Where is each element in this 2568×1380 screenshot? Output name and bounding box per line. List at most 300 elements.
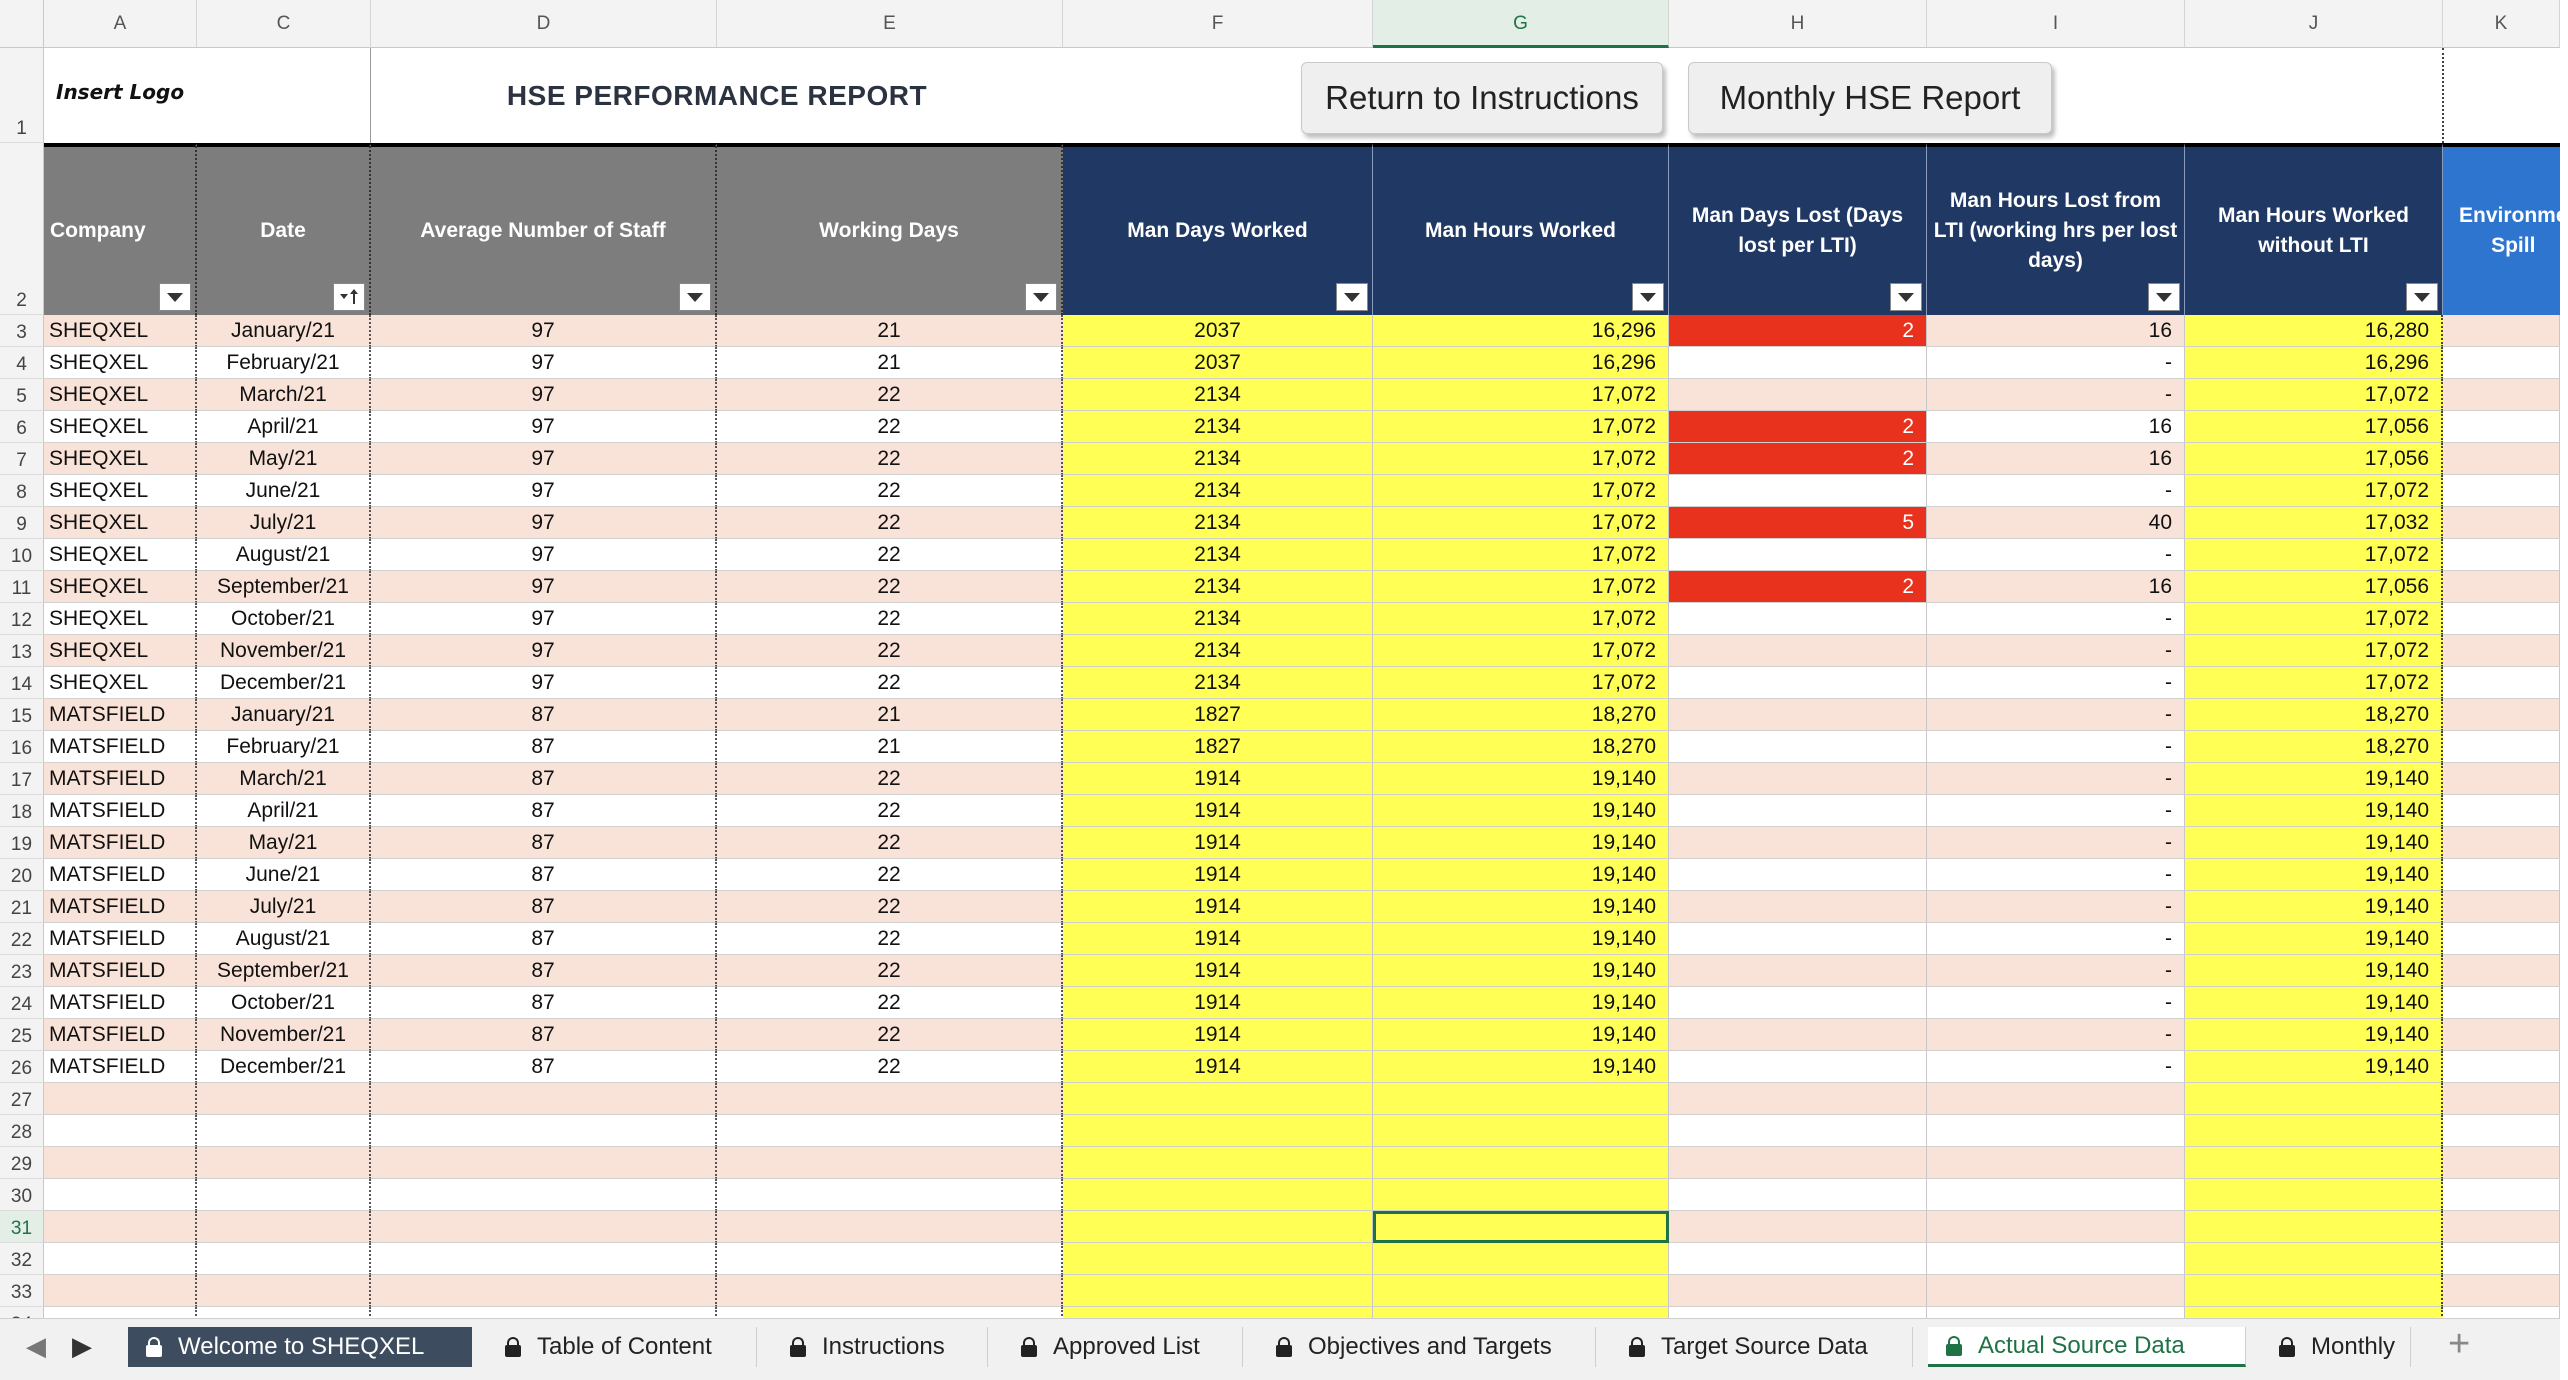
table-cell[interactable]: July/21 — [197, 891, 371, 923]
sheet-tab[interactable] — [1928, 1327, 2246, 1367]
table-cell[interactable]: 19,140 — [2185, 795, 2443, 827]
row-header[interactable]: 4 — [0, 347, 44, 379]
table-cell[interactable]: March/21 — [197, 379, 371, 411]
table-cell[interactable]: 97 — [371, 315, 717, 347]
table-cell[interactable]: April/21 — [197, 795, 371, 827]
table-cell[interactable]: 17,072 — [1373, 571, 1669, 603]
filter-dropdown-icon[interactable] — [1890, 283, 1922, 311]
table-cell[interactable] — [1063, 1275, 1373, 1307]
table-cell[interactable]: SHEQXEL — [44, 667, 197, 699]
table-cell[interactable]: 19,140 — [2185, 955, 2443, 987]
table-cell[interactable] — [44, 1211, 197, 1243]
table-cell[interactable]: 22 — [717, 635, 1063, 667]
row-header[interactable]: 22 — [0, 923, 44, 955]
table-cell[interactable] — [2443, 635, 2560, 667]
table-cell[interactable]: 97 — [371, 635, 717, 667]
column-header-c[interactable]: C — [197, 0, 371, 48]
table-cell[interactable] — [1927, 1211, 2185, 1243]
table-cell[interactable]: November/21 — [197, 1019, 371, 1051]
table-cell[interactable]: 17,072 — [2185, 603, 2443, 635]
table-cell[interactable]: 22 — [717, 507, 1063, 539]
table-cell[interactable]: SHEQXEL — [44, 603, 197, 635]
table-cell[interactable] — [717, 1147, 1063, 1179]
table-cell[interactable] — [1669, 987, 1927, 1019]
table-cell[interactable]: January/21 — [197, 699, 371, 731]
table-cell[interactable]: 19,140 — [2185, 923, 2443, 955]
table-cell[interactable] — [2443, 1115, 2560, 1147]
table-cell[interactable]: 22 — [717, 827, 1063, 859]
table-cell[interactable]: 19,140 — [2185, 891, 2443, 923]
table-cell[interactable]: 16 — [1927, 443, 2185, 475]
table-cell[interactable]: 2134 — [1063, 379, 1373, 411]
table-cell[interactable]: 17,072 — [1373, 635, 1669, 667]
table-cell[interactable] — [1669, 827, 1927, 859]
table-cell[interactable]: MATSFIELD — [44, 891, 197, 923]
table-cell[interactable]: 19,140 — [2185, 1019, 2443, 1051]
table-cell[interactable] — [2443, 1083, 2560, 1115]
table-cell[interactable] — [1669, 347, 1927, 379]
table-cell[interactable] — [717, 1179, 1063, 1211]
sheet-tab[interactable] — [772, 1327, 988, 1367]
table-cell[interactable]: July/21 — [197, 507, 371, 539]
filter-dropdown-icon[interactable] — [159, 283, 191, 311]
table-cell[interactable]: November/21 — [197, 635, 371, 667]
table-cell[interactable] — [1373, 1115, 1669, 1147]
table-cell[interactable] — [1373, 1179, 1669, 1211]
table-cell[interactable]: 21 — [717, 731, 1063, 763]
table-cell[interactable]: MATSFIELD — [44, 987, 197, 1019]
table-cell[interactable] — [1669, 763, 1927, 795]
return-to-instructions-button[interactable]: Return to Instructions — [1301, 62, 1663, 134]
table-cell[interactable]: SHEQXEL — [44, 411, 197, 443]
table-cell[interactable]: 87 — [371, 699, 717, 731]
table-cell[interactable]: 1914 — [1063, 891, 1373, 923]
table-cell[interactable]: 16 — [1927, 571, 2185, 603]
column-header-e[interactable]: E — [717, 0, 1063, 48]
table-cell[interactable] — [44, 1275, 197, 1307]
row-header[interactable]: 29 — [0, 1147, 44, 1179]
sheet-tab[interactable] — [1003, 1327, 1243, 1367]
table-cell[interactable] — [371, 1083, 717, 1115]
column-header-k[interactable]: K — [2443, 0, 2560, 48]
table-cell[interactable] — [197, 1243, 371, 1275]
table-cell[interactable]: 21 — [717, 347, 1063, 379]
monthly-hse-report-button[interactable]: Monthly HSE Report — [1688, 62, 2052, 134]
filter-dropdown-icon[interactable] — [333, 283, 365, 311]
table-cell[interactable]: 17,072 — [2185, 475, 2443, 507]
table-cell[interactable]: 16,296 — [1373, 315, 1669, 347]
row-header[interactable]: 10 — [0, 539, 44, 571]
table-cell[interactable]: 87 — [371, 891, 717, 923]
table-cell[interactable] — [371, 1275, 717, 1307]
table-cell[interactable] — [2443, 539, 2560, 571]
table-cell[interactable] — [1373, 1275, 1669, 1307]
table-cell[interactable] — [197, 1147, 371, 1179]
table-cell[interactable]: 22 — [717, 379, 1063, 411]
row-header[interactable]: 14 — [0, 667, 44, 699]
table-cell[interactable] — [2443, 795, 2560, 827]
table-cell[interactable]: 1827 — [1063, 699, 1373, 731]
sheet-tab[interactable] — [128, 1327, 472, 1367]
row-header[interactable]: 8 — [0, 475, 44, 507]
table-cell[interactable]: 1914 — [1063, 859, 1373, 891]
table-cell[interactable] — [197, 1211, 371, 1243]
prev-sheet-icon[interactable]: ◀ — [26, 1331, 46, 1361]
table-cell[interactable] — [2185, 1179, 2443, 1211]
table-cell[interactable]: 16,296 — [1373, 347, 1669, 379]
row-header[interactable]: 18 — [0, 795, 44, 827]
row-header[interactable]: 13 — [0, 635, 44, 667]
table-cell[interactable] — [717, 1243, 1063, 1275]
table-cell[interactable] — [1669, 923, 1927, 955]
table-cell[interactable]: 16,296 — [2185, 347, 2443, 379]
table-cell[interactable]: - — [1927, 763, 2185, 795]
table-cell[interactable]: 87 — [371, 795, 717, 827]
table-cell[interactable]: 17,072 — [1373, 379, 1669, 411]
table-cell[interactable] — [1669, 1051, 1927, 1083]
table-cell[interactable] — [44, 1083, 197, 1115]
table-cell[interactable]: 1914 — [1063, 763, 1373, 795]
sheet-tab[interactable] — [1611, 1327, 1913, 1367]
table-cell[interactable] — [2443, 763, 2560, 795]
table-cell[interactable]: 1914 — [1063, 923, 1373, 955]
table-cell[interactable]: MATSFIELD — [44, 795, 197, 827]
table-cell[interactable] — [2443, 987, 2560, 1019]
table-cell[interactable]: MATSFIELD — [44, 923, 197, 955]
table-cell[interactable]: 5 — [1669, 507, 1927, 539]
row-header[interactable]: 26 — [0, 1051, 44, 1083]
table-cell[interactable]: - — [1927, 891, 2185, 923]
table-cell[interactable] — [1927, 1115, 2185, 1147]
table-cell[interactable] — [2443, 923, 2560, 955]
table-cell[interactable] — [2185, 1243, 2443, 1275]
row-header[interactable]: 33 — [0, 1275, 44, 1307]
row-header[interactable]: 30 — [0, 1179, 44, 1211]
table-cell[interactable] — [1927, 1243, 2185, 1275]
table-cell[interactable]: - — [1927, 1019, 2185, 1051]
table-cell[interactable]: 19,140 — [1373, 923, 1669, 955]
table-cell[interactable]: SHEQXEL — [44, 315, 197, 347]
table-cell[interactable] — [1669, 1147, 1927, 1179]
table-cell[interactable]: 2134 — [1063, 475, 1373, 507]
table-cell[interactable]: - — [1927, 635, 2185, 667]
table-cell[interactable] — [2185, 1275, 2443, 1307]
table-cell[interactable]: SHEQXEL — [44, 379, 197, 411]
table-cell[interactable]: 2134 — [1063, 571, 1373, 603]
table-cell[interactable] — [2443, 1051, 2560, 1083]
selected-cell-g31[interactable] — [1373, 1211, 1669, 1243]
row-header[interactable]: 11 — [0, 571, 44, 603]
table-cell[interactable]: 18,270 — [1373, 699, 1669, 731]
table-cell[interactable]: 2 — [1669, 315, 1927, 347]
table-cell[interactable] — [1373, 1083, 1669, 1115]
table-cell[interactable] — [2443, 1211, 2560, 1243]
table-cell[interactable]: 19,140 — [2185, 827, 2443, 859]
row-header[interactable]: 19 — [0, 827, 44, 859]
table-cell[interactable]: 19,140 — [1373, 891, 1669, 923]
table-cell[interactable]: June/21 — [197, 859, 371, 891]
table-cell[interactable]: 22 — [717, 539, 1063, 571]
table-cell[interactable]: MATSFIELD — [44, 1051, 197, 1083]
table-cell[interactable]: 97 — [371, 443, 717, 475]
table-cell[interactable]: 19,140 — [1373, 955, 1669, 987]
table-cell[interactable] — [1063, 1179, 1373, 1211]
table-cell[interactable]: 22 — [717, 571, 1063, 603]
row-header[interactable]: 31 — [0, 1211, 44, 1243]
table-cell[interactable]: December/21 — [197, 1051, 371, 1083]
table-cell[interactable]: SHEQXEL — [44, 347, 197, 379]
table-cell[interactable]: 2134 — [1063, 539, 1373, 571]
row-header[interactable]: 32 — [0, 1243, 44, 1275]
table-cell[interactable]: 1827 — [1063, 731, 1373, 763]
table-cell[interactable]: 18,270 — [1373, 731, 1669, 763]
table-cell[interactable] — [197, 1275, 371, 1307]
table-cell[interactable]: 19,140 — [1373, 1019, 1669, 1051]
row-header[interactable]: 3 — [0, 315, 44, 347]
table-cell[interactable]: 97 — [371, 475, 717, 507]
table-cell[interactable]: 22 — [717, 859, 1063, 891]
table-cell[interactable] — [2443, 699, 2560, 731]
row-header[interactable]: 21 — [0, 891, 44, 923]
table-cell[interactable]: 19,140 — [1373, 987, 1669, 1019]
table-cell[interactable]: May/21 — [197, 443, 371, 475]
table-cell[interactable]: 2037 — [1063, 315, 1373, 347]
table-cell[interactable] — [2443, 347, 2560, 379]
row-header[interactable]: 17 — [0, 763, 44, 795]
table-cell[interactable] — [1669, 699, 1927, 731]
table-cell[interactable]: - — [1927, 667, 2185, 699]
table-cell[interactable]: 17,056 — [2185, 443, 2443, 475]
table-cell[interactable]: 2 — [1669, 411, 1927, 443]
table-cell[interactable]: 16 — [1927, 411, 2185, 443]
table-cell[interactable]: 19,140 — [2185, 763, 2443, 795]
table-cell[interactable]: 1914 — [1063, 795, 1373, 827]
table-cell[interactable]: February/21 — [197, 731, 371, 763]
table-cell[interactable]: 97 — [371, 571, 717, 603]
table-cell[interactable]: 97 — [371, 379, 717, 411]
table-cell[interactable] — [2443, 603, 2560, 635]
row-header[interactable]: 5 — [0, 379, 44, 411]
table-cell[interactable] — [2443, 1275, 2560, 1307]
table-cell[interactable] — [371, 1243, 717, 1275]
table-cell[interactable] — [2443, 1243, 2560, 1275]
table-cell[interactable]: - — [1927, 827, 2185, 859]
table-cell[interactable]: 19,140 — [2185, 859, 2443, 891]
table-cell[interactable]: 17,072 — [1373, 603, 1669, 635]
table-cell[interactable] — [1927, 1147, 2185, 1179]
table-cell[interactable] — [1063, 1243, 1373, 1275]
table-cell[interactable]: 17,032 — [2185, 507, 2443, 539]
filter-dropdown-icon[interactable] — [1025, 283, 1057, 311]
table-cell[interactable] — [1373, 1147, 1669, 1179]
row-header[interactable]: 15 — [0, 699, 44, 731]
table-cell[interactable] — [1669, 891, 1927, 923]
table-cell[interactable]: 2134 — [1063, 443, 1373, 475]
table-cell[interactable]: 18,270 — [2185, 731, 2443, 763]
table-cell[interactable] — [197, 1115, 371, 1147]
table-cell[interactable] — [717, 1275, 1063, 1307]
table-cell[interactable]: 22 — [717, 923, 1063, 955]
table-cell[interactable]: 97 — [371, 411, 717, 443]
table-cell[interactable]: 22 — [717, 795, 1063, 827]
table-cell[interactable]: 1914 — [1063, 955, 1373, 987]
table-cell[interactable]: 19,140 — [2185, 987, 2443, 1019]
row-header[interactable]: 1 — [0, 48, 44, 143]
row-header[interactable]: 25 — [0, 1019, 44, 1051]
table-cell[interactable]: SHEQXEL — [44, 539, 197, 571]
table-cell[interactable]: 22 — [717, 987, 1063, 1019]
column-header-j[interactable]: J — [2185, 0, 2443, 48]
table-cell[interactable]: 19,140 — [2185, 1051, 2443, 1083]
table-cell[interactable]: 22 — [717, 891, 1063, 923]
table-cell[interactable] — [2443, 571, 2560, 603]
table-cell[interactable] — [1669, 475, 1927, 507]
table-cell[interactable] — [197, 1083, 371, 1115]
table-cell[interactable]: 87 — [371, 1019, 717, 1051]
table-cell[interactable]: 19,140 — [1373, 1051, 1669, 1083]
table-cell[interactable]: December/21 — [197, 667, 371, 699]
table-cell[interactable]: 19,140 — [1373, 795, 1669, 827]
table-cell[interactable]: - — [1927, 475, 2185, 507]
table-cell[interactable] — [1063, 1211, 1373, 1243]
table-cell[interactable]: MATSFIELD — [44, 1019, 197, 1051]
table-cell[interactable]: May/21 — [197, 827, 371, 859]
table-cell[interactable] — [371, 1147, 717, 1179]
table-cell[interactable] — [1373, 1243, 1669, 1275]
table-cell[interactable]: MATSFIELD — [44, 731, 197, 763]
table-cell[interactable]: SHEQXEL — [44, 571, 197, 603]
table-cell[interactable]: 22 — [717, 763, 1063, 795]
table-cell[interactable]: 17,072 — [1373, 539, 1669, 571]
filter-dropdown-icon[interactable] — [2406, 283, 2438, 311]
table-cell[interactable] — [2185, 1115, 2443, 1147]
table-cell[interactable]: 87 — [371, 1051, 717, 1083]
filter-dropdown-icon[interactable] — [1336, 283, 1368, 311]
table-cell[interactable]: - — [1927, 379, 2185, 411]
table-cell[interactable]: March/21 — [197, 763, 371, 795]
table-cell[interactable] — [44, 1243, 197, 1275]
table-cell[interactable] — [1669, 539, 1927, 571]
table-cell[interactable]: 87 — [371, 827, 717, 859]
table-cell[interactable]: 19,140 — [1373, 827, 1669, 859]
add-sheet-icon[interactable]: + — [2448, 1323, 2471, 1365]
sheet-tab[interactable] — [2261, 1327, 2411, 1367]
table-cell[interactable] — [2443, 955, 2560, 987]
table-cell[interactable]: MATSFIELD — [44, 763, 197, 795]
table-cell[interactable] — [1063, 1083, 1373, 1115]
table-cell[interactable]: 2 — [1669, 571, 1927, 603]
table-cell[interactable] — [1927, 1083, 2185, 1115]
table-cell[interactable] — [2443, 411, 2560, 443]
table-cell[interactable]: 2134 — [1063, 635, 1373, 667]
column-header-d[interactable]: D — [371, 0, 717, 48]
table-cell[interactable]: SHEQXEL — [44, 475, 197, 507]
table-cell[interactable]: 17,072 — [2185, 379, 2443, 411]
table-cell[interactable]: - — [1927, 859, 2185, 891]
table-cell[interactable]: 97 — [371, 507, 717, 539]
table-cell[interactable]: 19,140 — [1373, 763, 1669, 795]
table-cell[interactable]: 97 — [371, 539, 717, 571]
table-cell[interactable] — [2443, 507, 2560, 539]
table-cell[interactable]: 87 — [371, 923, 717, 955]
table-cell[interactable]: 1914 — [1063, 827, 1373, 859]
table-cell[interactable]: 1914 — [1063, 1019, 1373, 1051]
table-cell[interactable] — [717, 1083, 1063, 1115]
row-header[interactable]: 6 — [0, 411, 44, 443]
row-header[interactable]: 9 — [0, 507, 44, 539]
table-cell[interactable]: 22 — [717, 667, 1063, 699]
table-cell[interactable] — [1669, 1179, 1927, 1211]
column-header-f[interactable]: F — [1063, 0, 1373, 48]
table-cell[interactable]: 22 — [717, 955, 1063, 987]
sheet-tab[interactable] — [487, 1327, 757, 1367]
table-cell[interactable]: - — [1927, 539, 2185, 571]
table-cell[interactable] — [2443, 443, 2560, 475]
table-cell[interactable]: 17,072 — [2185, 667, 2443, 699]
table-cell[interactable]: October/21 — [197, 987, 371, 1019]
table-cell[interactable] — [1927, 1179, 2185, 1211]
table-cell[interactable]: 17,072 — [2185, 539, 2443, 571]
column-header-h[interactable]: H — [1669, 0, 1927, 48]
table-cell[interactable]: 2134 — [1063, 507, 1373, 539]
table-cell[interactable] — [717, 1211, 1063, 1243]
table-cell[interactable] — [2443, 731, 2560, 763]
row-header[interactable]: 28 — [0, 1115, 44, 1147]
table-cell[interactable] — [2185, 1147, 2443, 1179]
table-cell[interactable]: 16,280 — [2185, 315, 2443, 347]
table-cell[interactable]: 22 — [717, 603, 1063, 635]
filter-dropdown-icon[interactable] — [679, 283, 711, 311]
table-cell[interactable]: September/21 — [197, 955, 371, 987]
table-cell[interactable]: 2037 — [1063, 347, 1373, 379]
table-cell[interactable]: - — [1927, 603, 2185, 635]
table-cell[interactable]: 17,072 — [1373, 507, 1669, 539]
table-cell[interactable]: 87 — [371, 731, 717, 763]
table-cell[interactable]: 87 — [371, 763, 717, 795]
table-cell[interactable] — [2185, 1083, 2443, 1115]
table-cell[interactable] — [1063, 1115, 1373, 1147]
table-cell[interactable]: September/21 — [197, 571, 371, 603]
table-cell[interactable]: 87 — [371, 955, 717, 987]
table-cell[interactable] — [2443, 1147, 2560, 1179]
table-cell[interactable]: 17,072 — [1373, 443, 1669, 475]
table-cell[interactable] — [1669, 795, 1927, 827]
table-cell[interactable]: - — [1927, 347, 2185, 379]
table-cell[interactable]: 22 — [717, 1051, 1063, 1083]
table-cell[interactable] — [1669, 1083, 1927, 1115]
table-cell[interactable]: 97 — [371, 347, 717, 379]
table-cell[interactable]: MATSFIELD — [44, 859, 197, 891]
table-cell[interactable]: MATSFIELD — [44, 955, 197, 987]
table-cell[interactable]: January/21 — [197, 315, 371, 347]
table-cell[interactable]: 17,072 — [1373, 411, 1669, 443]
table-cell[interactable] — [1669, 731, 1927, 763]
table-cell[interactable]: 22 — [717, 475, 1063, 507]
column-header-g[interactable]: G — [1373, 0, 1669, 48]
table-cell[interactable] — [1669, 603, 1927, 635]
table-cell[interactable]: - — [1927, 923, 2185, 955]
table-cell[interactable]: - — [1927, 987, 2185, 1019]
table-cell[interactable] — [1669, 635, 1927, 667]
table-cell[interactable]: MATSFIELD — [44, 827, 197, 859]
table-cell[interactable]: - — [1927, 955, 2185, 987]
table-cell[interactable]: April/21 — [197, 411, 371, 443]
table-cell[interactable]: 87 — [371, 987, 717, 1019]
table-cell[interactable] — [1669, 1275, 1927, 1307]
row-header[interactable]: 2 — [0, 143, 44, 315]
filter-dropdown-icon[interactable] — [1632, 283, 1664, 311]
table-cell[interactable]: 16 — [1927, 315, 2185, 347]
